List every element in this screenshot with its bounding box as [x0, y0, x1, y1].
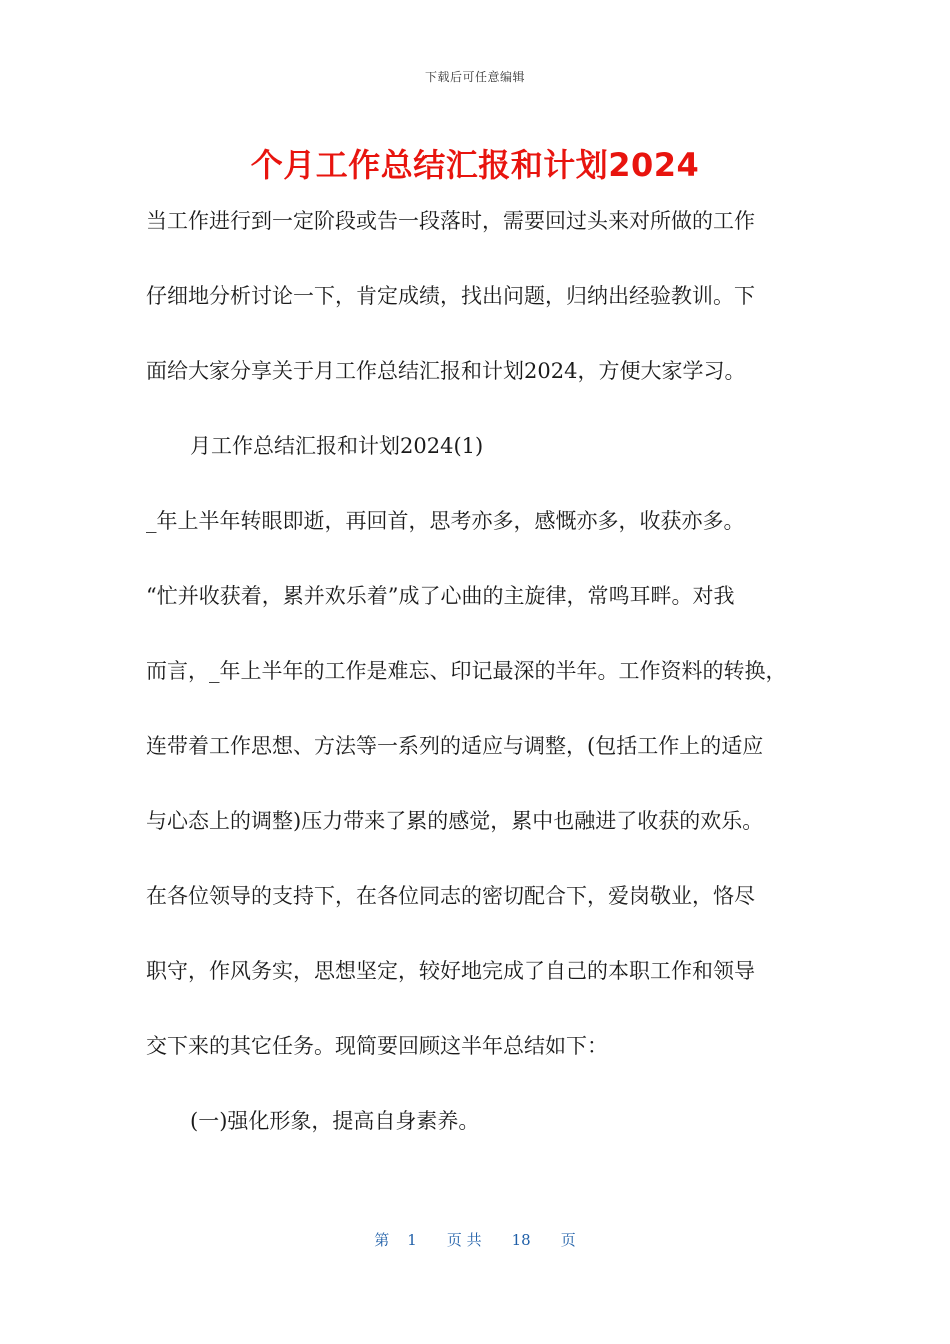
paragraph-line: 交下来的其它任务。现简要回顾这半年总结如下： [146, 1034, 608, 1058]
paragraph-line: 在各位领导的支持下，在各位同志的密切配合下，爱岗敬业，恪尽 [146, 884, 755, 908]
footer-prefix: 第 [374, 1231, 390, 1249]
paragraph-line: 面给大家分享关于月工作总结汇报和计划2024，方便大家学习。 [146, 359, 746, 383]
page-footer [0, 1229, 950, 1250]
footer-page-total: 18 [511, 1231, 531, 1249]
footer-page-number: 1 [407, 1231, 417, 1249]
section-heading: 月工作总结汇报和计划2024(1) [190, 434, 484, 458]
paragraph-line: 仔细地分析讨论一下，肯定成绩，找出问题，归纳出经验教训。下 [146, 284, 755, 308]
document-title: 个月工作总结汇报和计划2024 [250, 146, 700, 184]
paragraph-line: 而言，_年上半年的工作是难忘、印记最深的半年。工作资料的转换， [146, 659, 787, 683]
paragraph-line: 连带着工作思想、方法等一系列的适应与调整，(包括工作上的适应 [146, 734, 764, 758]
subsection-heading: (一)强化形象，提高自身素养。 [190, 1109, 480, 1133]
paragraph-line: 当工作进行到一定阶段或告一段落时，需要回过头来对所做的工作 [146, 209, 755, 233]
footer-suffix: 页 [560, 1231, 576, 1249]
header-note: 下载后可任意编辑 [424, 70, 525, 84]
paragraph-line: 与心态上的调整)压力带来了累的感觉，累中也融进了收获的欢乐。 [146, 809, 764, 833]
footer-middle: 页 共 [446, 1231, 482, 1249]
paragraph-line: _年上半年转眼即逝，再回首，思考亦多，感慨亦多，收获亦多。 [146, 509, 745, 533]
paragraph-line: “忙并收获着，累并欢乐着”成了心曲的主旋律，常鸣耳畔。对我 [146, 584, 735, 608]
paragraph-line: 职守，作风务实，思想坚定，较好地完成了自己的本职工作和领导 [146, 959, 755, 983]
